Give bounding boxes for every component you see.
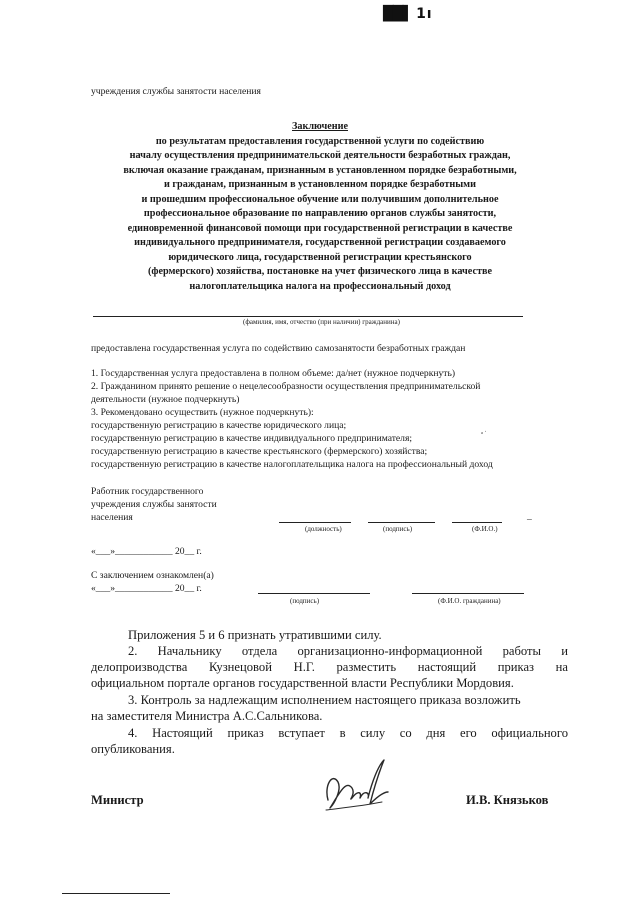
fio-worker-caption: (Ф.И.О.) — [472, 525, 498, 533]
item-line: государственную регистрацию в качестве крестьянского (фермерского) хозяйства; — [91, 446, 428, 457]
conclusion-line: и прошедшим профессиональное обучение или получившим дополнительное — [141, 194, 499, 205]
trailing-dash: – — [527, 514, 532, 525]
conclusion-line: единовременной финансовой помощи при государственной регистрации в качестве — [127, 223, 513, 234]
order-paragraph-2-line: 2. Начальнику отдела организационно-информационной работы и — [128, 644, 568, 658]
acquainted-signature-caption: (подпись) — [290, 597, 320, 605]
position-underline — [279, 522, 351, 523]
conclusion-line: профессиональное образование по направлению органов службы занятости, — [143, 208, 497, 219]
order-paragraph-2-line: делопроизводства Кузнецовой Н.Г. разместить настоящий приказ на — [91, 660, 568, 674]
fio-worker-underline — [452, 522, 502, 523]
signature-position: Министр — [91, 793, 144, 807]
conclusion-line: включая оказание гражданам, признанным в установленном порядке безработными, — [123, 165, 517, 176]
footnote-rule — [62, 893, 170, 894]
conclusion-line: налогоплательщика налога на профессиональный доход — [189, 281, 451, 292]
conclusion-line: по результатам предоставления государственной услуги по содействию — [155, 136, 485, 147]
acquainted-fio-caption: (Ф.И.О. гражданина) — [438, 597, 501, 605]
stamp-mark: ██▌ 1 ı — [383, 6, 431, 22]
acquainted-date-line: «___»____________ 20__ г. — [91, 583, 202, 594]
signature-caption: (подпись) — [383, 525, 413, 533]
conclusion-line: (фермерского) хозяйства, постановке на учет физического лица в качестве — [148, 266, 492, 277]
fio-caption: (фамилия, имя, отчество (при наличии) гражданина) — [243, 318, 400, 326]
signature-underline — [368, 522, 435, 523]
item-line: государственную регистрацию в качестве юридического лица; — [91, 420, 347, 431]
conclusion-line: юридического лица, государственной регистрации крестьянского — [168, 252, 472, 263]
date-line: «___»____________ 20__ г. — [91, 546, 202, 557]
order-paragraph-3-line: на заместителя Министра А.С.Сальникова. — [91, 709, 323, 723]
position-caption: (должность) — [305, 525, 342, 533]
stray-mark: ᵃ ˈ — [481, 430, 487, 438]
conclusion-line: индивидуального предпринимателя, государственной регистрации создаваемого — [134, 237, 506, 248]
conclusion-title: Заключение — [292, 121, 348, 132]
item-line: 1. Государственная услуга предоставлена в полном объеме: да/нет (нужное подчеркнуть) — [91, 368, 456, 379]
conclusion-line: началу осуществления предпринимательской деятельности безработных граждан, — [129, 150, 511, 161]
acquainted-signature-underline — [258, 593, 370, 594]
worker-label-line: Работник государственного — [91, 486, 204, 497]
service-provided-text: предоставлена государственная услуга по содействию самозанятости безработных граждан — [91, 343, 466, 354]
order-paragraph-4-line: 4. Настоящий приказ вступает в силу со дня его официального — [128, 726, 568, 740]
worker-label-line: учреждения службы занятости — [91, 499, 217, 510]
item-line: государственную регистрацию в качестве индивидуального предпринимателя; — [91, 433, 413, 444]
conclusion-line: и гражданам, признанным в установленном порядке безработными — [164, 179, 476, 190]
header-institution: учреждения службы занятости населения — [91, 86, 261, 97]
worker-label-line: населения — [91, 512, 133, 523]
acquainted-fio-underline — [412, 593, 524, 594]
item-line: 3. Рекомендовано осуществить (нужное подчеркнуть): — [91, 407, 314, 418]
order-paragraph-3-line: 3. Контроль за надлежащим исполнением настоящего приказа возложить — [128, 693, 521, 707]
signature-name: И.В. Князьков — [466, 793, 549, 807]
order-paragraph-4-line: опубликования. — [91, 742, 175, 756]
item-line: государственную регистрацию в качестве налогоплательщика налога на профессиональный доход — [91, 459, 493, 470]
item-line: деятельности (нужное подчеркнуть) — [91, 394, 240, 405]
order-paragraph-1: Приложения 5 и 6 признать утратившими силу. — [128, 628, 382, 642]
handwritten-signature — [322, 752, 392, 814]
item-line: 2. Гражданином принято решение о нецелесообразности осуществления предпринимательской — [91, 381, 481, 392]
acquainted-label: С заключением ознакомлен(а) — [91, 570, 214, 581]
fio-underline — [93, 316, 523, 317]
order-paragraph-2-line: официальном портале органов государственной власти Республики Мордовия. — [91, 676, 514, 690]
